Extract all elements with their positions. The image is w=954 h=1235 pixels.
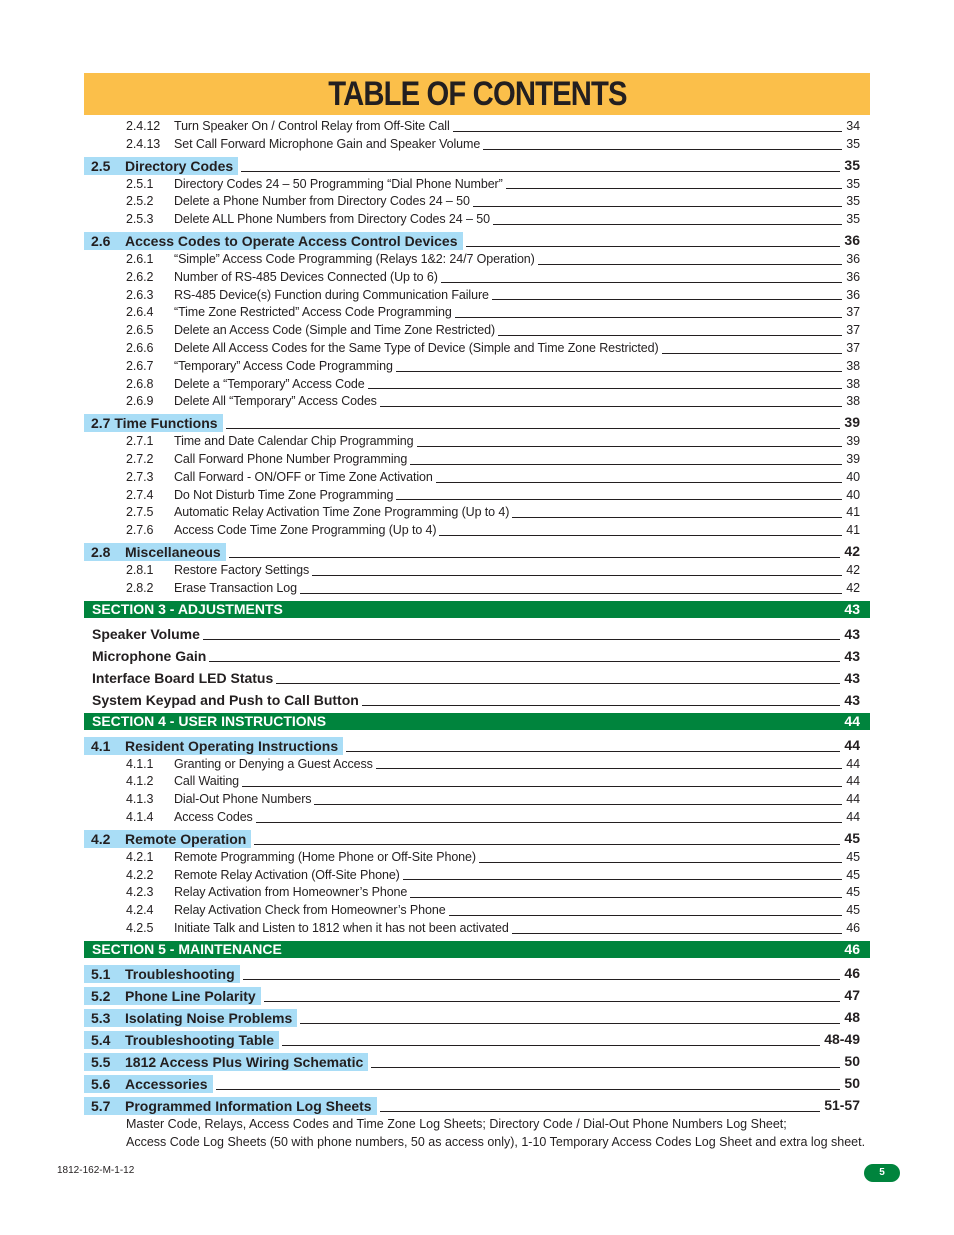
dot-leader [368, 388, 843, 389]
entry-title: Do Not Disturb Time Zone Programming [174, 487, 394, 502]
toc-section-heading[interactable] [84, 962, 870, 984]
toc-subentry[interactable] [84, 849, 870, 867]
entry-number: 2.4.13 [126, 136, 161, 151]
entry-title: Turn Speaker On / Control Relay from Off-Site Call [174, 119, 450, 133]
dot-leader [396, 371, 842, 372]
entry-page: 38 [846, 394, 860, 409]
dot-leader [453, 131, 843, 132]
heading-highlight [84, 965, 240, 983]
toc-subentry[interactable] [84, 136, 870, 154]
dot-leader [455, 317, 843, 318]
toc-note: Access Code Log Sheets (50 with phone numbers, 50 as access only), 1-10 Temporary Access Codes Log Sheet and extra log sheet. [126, 1134, 866, 1149]
entry-page: 35 [846, 176, 860, 191]
dot-leader [376, 768, 842, 769]
toc-section-heading[interactable] [84, 827, 870, 849]
entry-page: 45 [846, 849, 860, 864]
section-title: Miscellaneous [125, 543, 221, 560]
entry-number: 2.5.2 [126, 194, 154, 209]
toc-subentry[interactable] [84, 522, 870, 540]
entry-number: 4.1.1 [126, 756, 154, 771]
section-title: Resident Operating Instructions [125, 737, 339, 754]
entry-number: 2.6.2 [126, 269, 154, 284]
section-page: 36 [844, 231, 860, 248]
toc-subentry[interactable] [84, 251, 870, 269]
toc-subentry[interactable] [84, 433, 870, 451]
entry-page: 44 [846, 792, 860, 807]
entry-title: Delete a “Temporary” Access Code [174, 376, 365, 391]
entry-title: System Keypad and Push to Call Button [92, 691, 359, 708]
dot-leader [312, 575, 842, 576]
entry-number: 2.7.3 [126, 469, 154, 484]
dot-leader [226, 428, 841, 429]
entry-page: 34 [846, 119, 860, 133]
toc-subentry[interactable] [84, 304, 870, 322]
dot-leader [300, 1023, 840, 1024]
section-band[interactable] [84, 941, 870, 958]
section-page: 47 [844, 986, 860, 1003]
entry-number: 2.6.5 [126, 323, 154, 338]
section-number: 4.1 [91, 737, 111, 754]
entry-number: 2.5.3 [126, 212, 154, 227]
entry-page: 35 [846, 212, 860, 227]
entry-page: 38 [846, 358, 860, 373]
toc-section-heading[interactable] [84, 1050, 870, 1072]
dot-leader [203, 639, 841, 640]
entry-number: 4.2.2 [126, 867, 154, 882]
entry-page: 41 [846, 505, 860, 520]
entry-number: 2.8.1 [126, 562, 154, 577]
toc-subentry[interactable] [84, 269, 870, 287]
heading-highlight [84, 1053, 368, 1071]
entry-page: 37 [846, 323, 860, 338]
entry-page: 46 [846, 920, 860, 935]
dot-leader [473, 206, 842, 207]
entry-title: Call Waiting [174, 774, 240, 789]
document-code: 1812-162-M-1-12 [57, 1165, 135, 1176]
dot-leader [300, 593, 842, 594]
entry-page: 43 [844, 625, 860, 642]
dot-leader [493, 224, 842, 225]
section-band-title: SECTION 4 - USER INSTRUCTIONS [92, 713, 327, 730]
toc-section-heading[interactable] [84, 540, 870, 562]
section-number: 2.6 [91, 232, 111, 249]
entry-number: 2.7.2 [126, 451, 154, 466]
entry-page: 35 [846, 194, 860, 209]
entry-title: Speaker Volume [92, 625, 200, 642]
entry-number: 2.6.6 [126, 340, 154, 355]
heading-highlight [84, 157, 238, 175]
entry-title: Relay Activation from Homeowner’s Phone [174, 885, 408, 900]
entry-page: 36 [846, 287, 860, 302]
entry-page: 44 [846, 756, 860, 771]
entry-title: Delete an Access Code (Simple and Time Zone Restricted) [174, 323, 496, 338]
entry-page: 39 [846, 434, 860, 449]
entry-page: 40 [846, 487, 860, 502]
entry-number: 4.2.3 [126, 885, 154, 900]
section-page: 51-57 [824, 1096, 860, 1113]
dot-leader [439, 535, 842, 536]
entry-title: “Temporary” Access Code Programming [174, 358, 393, 373]
entry-number: 2.6.9 [126, 394, 154, 409]
entry-page: 42 [846, 562, 860, 577]
dot-leader [396, 499, 842, 500]
toc-major-entry[interactable] [84, 622, 870, 644]
dot-leader [410, 897, 842, 898]
entry-title: Delete a Phone Number from Directory Codes 24 – 50 [174, 194, 470, 209]
dot-leader [662, 353, 843, 354]
entry-title: Delete ALL Phone Numbers from Directory Codes 24 – 50 [174, 212, 490, 227]
entry-page: 45 [846, 867, 860, 882]
title-band [84, 73, 870, 115]
toc-subentry[interactable] [84, 393, 870, 411]
entry-title: Time and Date Calendar Chip Programming [174, 434, 414, 449]
section-title: Access Codes to Operate Access Control Devices [125, 232, 458, 249]
toc-subentry[interactable] [84, 469, 870, 487]
toc-section-heading[interactable] [84, 229, 870, 251]
section-title: Isolating Noise Problems [125, 1009, 293, 1026]
toc-section-heading[interactable] [84, 1028, 870, 1050]
entry-title: Microphone Gain [92, 647, 207, 664]
dot-leader [346, 751, 840, 752]
toc-section-heading[interactable] [84, 984, 870, 1006]
section-title: Remote Operation [125, 830, 247, 847]
toc-subentry[interactable] [84, 773, 870, 791]
toc-subentry[interactable] [84, 451, 870, 469]
section-title: Accessories [125, 1075, 208, 1092]
section-number: 5.3 [91, 1009, 111, 1026]
entry-page: 44 [846, 774, 860, 789]
entry-page: 43 [844, 691, 860, 708]
dot-leader [483, 149, 842, 150]
section-page: 42 [844, 542, 860, 559]
toc-section-heading[interactable] [84, 411, 870, 433]
heading-highlight [84, 1075, 213, 1093]
section-number: 5.2 [91, 987, 111, 1004]
page-title: TABLE OF CONTENTS [327, 75, 627, 113]
toc-section-heading[interactable] [84, 1094, 870, 1116]
toc-subentry[interactable] [84, 884, 870, 902]
entry-number: 4.2.4 [126, 903, 154, 918]
section-number: 5.7 [91, 1097, 111, 1114]
section-band-title: SECTION 5 - MAINTENANCE [92, 941, 282, 958]
entry-page: 45 [846, 903, 860, 918]
entry-page: 35 [846, 136, 860, 151]
entry-title: Set Call Forward Microphone Gain and Speaker Volume [174, 136, 481, 151]
dot-leader [256, 822, 843, 823]
entry-page: 39 [846, 451, 860, 466]
page-number-badge: 5 [864, 1164, 900, 1182]
dot-leader [498, 335, 842, 336]
toc-subentry[interactable] [84, 920, 870, 938]
entry-number: 2.6.7 [126, 358, 154, 373]
entry-number: 2.4.12 [126, 119, 161, 133]
heading-highlight [84, 1009, 297, 1027]
entry-page: 36 [846, 269, 860, 284]
entry-page: 45 [846, 885, 860, 900]
toc-section-heading[interactable] [84, 154, 870, 176]
section-band-page: 44 [844, 713, 860, 730]
entry-page: 36 [846, 251, 860, 266]
dot-leader [441, 282, 843, 283]
entry-page: 41 [846, 523, 860, 538]
entry-title: Automatic Relay Activation Time Zone Programming (Up to 4) [174, 505, 510, 520]
entry-page: 37 [846, 340, 860, 355]
toc-subentry[interactable] [84, 791, 870, 809]
entry-page: 38 [846, 376, 860, 391]
section-title: Phone Line Polarity [125, 987, 256, 1004]
heading-highlight [84, 987, 261, 1005]
entry-title: “Simple” Access Code Programming (Relays 1&2: 24/7 Operation) [174, 251, 535, 266]
entry-title: Directory Codes 24 – 50 Programming “Dial Phone Number” [174, 176, 503, 191]
heading-highlight [84, 232, 463, 250]
dot-leader [380, 406, 842, 407]
toc-section-heading[interactable] [84, 1006, 870, 1028]
section-band[interactable] [84, 601, 870, 618]
section-page: 44 [844, 736, 860, 753]
section-number: 5.4 [91, 1031, 111, 1048]
section-page: 46 [844, 964, 860, 981]
dot-leader [243, 979, 841, 980]
section-page: 45 [844, 829, 860, 846]
section-band-page: 43 [844, 601, 860, 618]
entry-title: Restore Factory Settings [174, 562, 310, 577]
toc-subentry[interactable] [84, 211, 870, 229]
section-band-title: SECTION 3 - ADJUSTMENTS [92, 601, 283, 618]
entry-page: 43 [844, 647, 860, 664]
entry-number: 2.5.1 [126, 176, 154, 191]
entry-number: 4.1.3 [126, 792, 154, 807]
entry-number: 4.2.5 [126, 920, 154, 935]
dot-leader [264, 1001, 841, 1002]
section-title: Troubleshooting [125, 965, 235, 982]
entry-number: 2.6.3 [126, 287, 154, 302]
dot-leader [209, 661, 840, 662]
toc-major-entry[interactable] [84, 688, 870, 710]
entry-number: 2.7.4 [126, 487, 154, 502]
entry-number: 2.8.2 [126, 580, 154, 595]
section-number: 5.5 [91, 1053, 111, 1070]
entry-page: 42 [846, 580, 860, 595]
dot-leader [216, 1089, 841, 1090]
toc-subentry[interactable] [84, 376, 870, 394]
section-title: 2.7 Time Functions [91, 415, 218, 432]
dot-leader [276, 683, 840, 684]
toc-subentry[interactable] [84, 287, 870, 305]
entry-page: 44 [846, 809, 860, 824]
section-number: 4.2 [91, 830, 111, 847]
heading-highlight [84, 737, 343, 755]
toc-note: Master Code, Relays, Access Codes and Time Zone Log Sheets; Directory Code / Dial-Out Phone Numbers Log Sheet; [126, 1116, 787, 1131]
entry-page: 37 [846, 305, 860, 320]
dot-leader [492, 299, 842, 300]
entry-page: 40 [846, 469, 860, 484]
toc-subentry[interactable] [84, 562, 870, 580]
toc-subentry[interactable] [84, 193, 870, 211]
section-title: Programmed Information Log Sheets [125, 1097, 372, 1114]
toc-major-entry[interactable] [84, 644, 870, 666]
dot-leader [436, 482, 843, 483]
entry-title: Delete All Access Codes for the Same Type of Device (Simple and Time Zone Restricted) [174, 340, 659, 355]
heading-highlight [84, 543, 226, 561]
dot-leader [410, 464, 842, 465]
entry-title: Access Code Time Zone Programming (Up to 4) [174, 523, 437, 538]
toc-section-heading[interactable] [84, 734, 870, 756]
dot-leader [449, 915, 843, 916]
toc-subentry[interactable] [84, 322, 870, 340]
section-number: 5.1 [91, 965, 111, 982]
entry-title: Initiate Talk and Listen to 1812 when it has not been activated [174, 920, 509, 935]
entry-number: 4.2.1 [126, 849, 154, 864]
heading-highlight [84, 1031, 279, 1049]
dot-leader [254, 844, 840, 845]
entry-number: 2.7.5 [126, 505, 154, 520]
toc-major-entry[interactable] [84, 666, 870, 688]
dot-leader [371, 1067, 840, 1068]
section-page: 48 [844, 1008, 860, 1025]
dot-leader [512, 933, 843, 934]
dot-leader [241, 171, 840, 172]
dot-leader [479, 862, 842, 863]
section-title: 1812 Access Plus Wiring Schematic [125, 1053, 364, 1070]
entry-title: Dial-Out Phone Numbers [174, 792, 312, 807]
entry-title: Remote Relay Activation (Off-Site Phone) [174, 867, 400, 882]
toc-subentry[interactable] [84, 867, 870, 885]
entry-title: Number of RS-485 Devices Connected (Up to 6) [174, 269, 438, 284]
dot-leader [282, 1045, 820, 1046]
entry-page: 43 [844, 669, 860, 686]
entry-number: 2.7.1 [126, 434, 154, 449]
section-band-page: 46 [844, 941, 860, 958]
heading-highlight [84, 414, 223, 432]
dot-leader [417, 446, 843, 447]
heading-highlight [84, 830, 251, 848]
entry-title: RS-485 Device(s) Function during Communication Failure [174, 287, 489, 302]
entry-number: 2.6.8 [126, 376, 154, 391]
dot-leader [466, 246, 841, 247]
heading-highlight [84, 1097, 377, 1115]
dot-leader [506, 188, 843, 189]
section-title: Troubleshooting Table [125, 1031, 275, 1048]
entry-number: 2.6.1 [126, 251, 154, 266]
entry-title: Remote Programming (Home Phone or Off-Site Phone) [174, 849, 476, 864]
entry-title: Call Forward Phone Number Programming [174, 451, 408, 466]
dot-leader [403, 879, 843, 880]
section-band[interactable] [84, 713, 870, 730]
entry-title: Erase Transaction Log [174, 580, 297, 595]
entry-title: “Time Zone Restricted” Access Code Programming [174, 305, 452, 320]
toc-subentry[interactable] [84, 902, 870, 920]
toc-subentry[interactable] [84, 580, 870, 598]
toc-subentry[interactable] [84, 756, 870, 774]
dot-leader [538, 264, 843, 265]
toc-subentry[interactable] [84, 504, 870, 522]
section-page: 35 [844, 156, 860, 173]
entry-title: Interface Board LED Status [92, 669, 274, 686]
entry-title: Access Codes [174, 809, 253, 824]
section-page: 50 [844, 1074, 860, 1091]
toc-subentry[interactable] [84, 176, 870, 194]
entry-number: 2.6.4 [126, 305, 154, 320]
dot-leader [242, 786, 842, 787]
section-number: 2.8 [91, 543, 111, 560]
entry-number: 2.7.6 [126, 523, 154, 538]
toc-subentry[interactable] [84, 358, 870, 376]
dot-leader [512, 517, 842, 518]
section-number: 2.5 [91, 157, 111, 174]
table-of-contents [84, 118, 870, 1151]
toc-subentry[interactable] [84, 118, 870, 136]
dot-leader [229, 557, 841, 558]
entry-title: Granting or Denying a Guest Access [174, 756, 373, 771]
section-title: Directory Codes [125, 157, 234, 174]
dot-leader [314, 804, 842, 805]
section-page: 39 [844, 414, 860, 431]
entry-title: Delete All “Temporary” Access Codes [174, 394, 377, 409]
entry-number: 4.1.4 [126, 809, 154, 824]
entry-title: Relay Activation Check from Homeowner’s Phone [174, 903, 446, 918]
toc-subentry[interactable] [84, 340, 870, 358]
dot-leader [380, 1111, 821, 1112]
toc-subentry[interactable] [84, 809, 870, 827]
toc-section-heading[interactable] [84, 1072, 870, 1094]
entry-number: 4.1.2 [126, 774, 154, 789]
section-number: 5.6 [91, 1075, 111, 1092]
toc-subentry[interactable] [84, 487, 870, 505]
dot-leader [362, 705, 841, 706]
entry-title: Call Forward - ON/OFF or Time Zone Activation [174, 469, 433, 484]
section-page: 48-49 [824, 1030, 860, 1047]
section-page: 50 [844, 1052, 860, 1069]
